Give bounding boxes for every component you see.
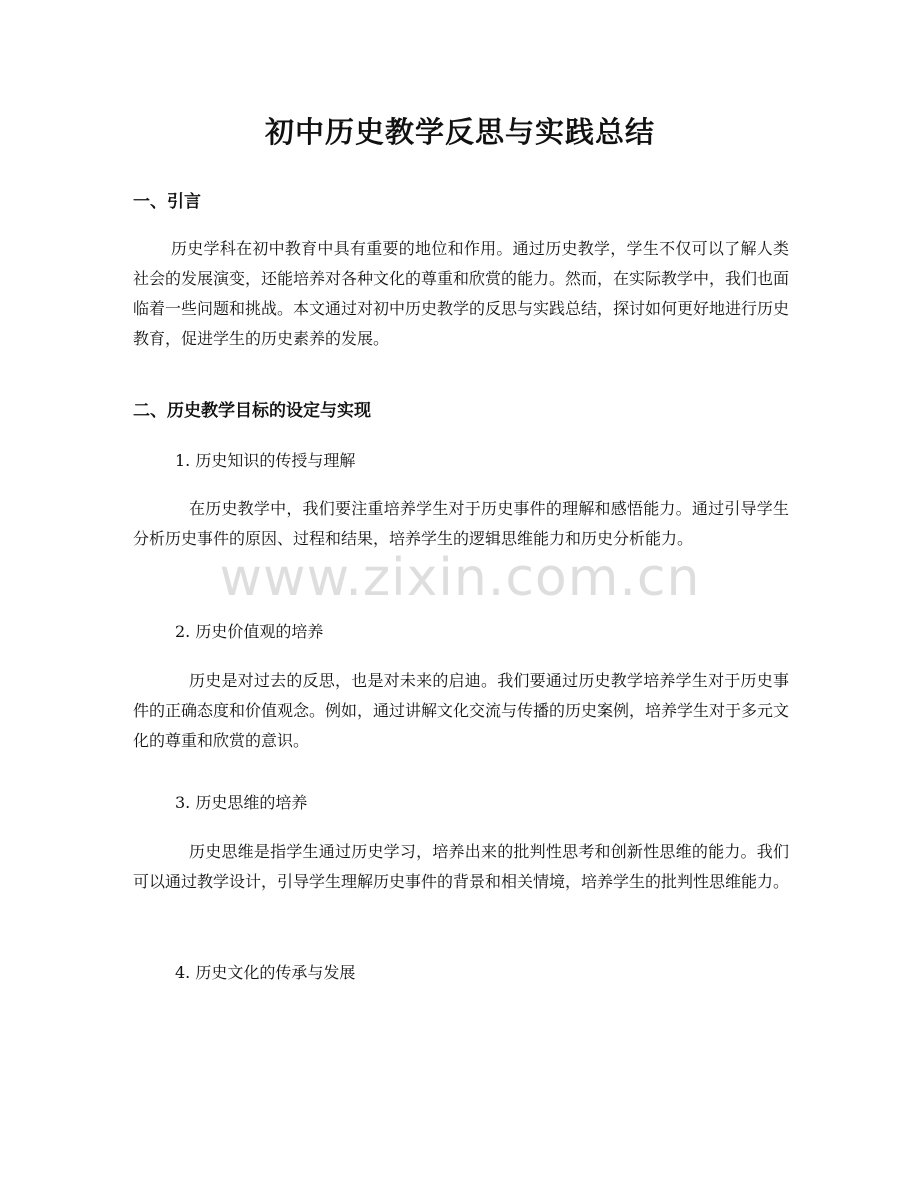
item-label-values: 2. 历史价值观的培养 xyxy=(175,622,324,641)
item-label-culture: 4. 历史文化的传承与发展 xyxy=(175,963,356,982)
item-paragraph-thinking: 历史思维是指学生通过历史学习，培养出来的批判性思考和创新性思维的能力。我们可以通过教学设计，引导学生理解历史事件的背景和相关情境，培养学生的批判性思维能力。 xyxy=(133,842,790,891)
section-heading-introduction: 一、引言 xyxy=(133,192,201,212)
item-paragraph-values: 历史是对过去的反思，也是对未来的启迪。我们要通过历史教学培养学生对于历史事件的正确态度和价值观念。例如，通过讲解文化交流与传播的历史案例，培养学生对于多元文化的尊重和欣赏的意识。 xyxy=(133,671,790,750)
item-paragraph-knowledge: 在历史教学中，我们要注重培养学生对于历史事件的理解和感悟能力。通过引导学生分析历史事件的原因、过程和结果，培养学生的逻辑思维能力和历史分析能力。 xyxy=(133,499,789,548)
section-heading-teaching-goals: 二、历史教学目标的设定与实现 xyxy=(133,401,371,421)
watermark: www.zixin.com.cn xyxy=(219,548,701,608)
document-title: 初中历史教学反思与实践总结 xyxy=(264,115,655,149)
introduction-paragraph: 历史学科在初中教育中具有重要的地位和作用。通过历史教学，学生不仅可以了解人类社会的发展演变，还能培养对各种文化的尊重和欣赏的能力。然而，在实际教学中，我们也面临着一些问题和挑战。本文通过对初中历史教学的反思与实践总结，探讨如何更好地进行历史教育，促进学生的历史素养的发展。 xyxy=(133,239,790,348)
item-label-knowledge: 1. 历史知识的传授与理解 xyxy=(175,451,356,470)
item-label-thinking: 3. 历史思维的培养 xyxy=(175,793,308,812)
